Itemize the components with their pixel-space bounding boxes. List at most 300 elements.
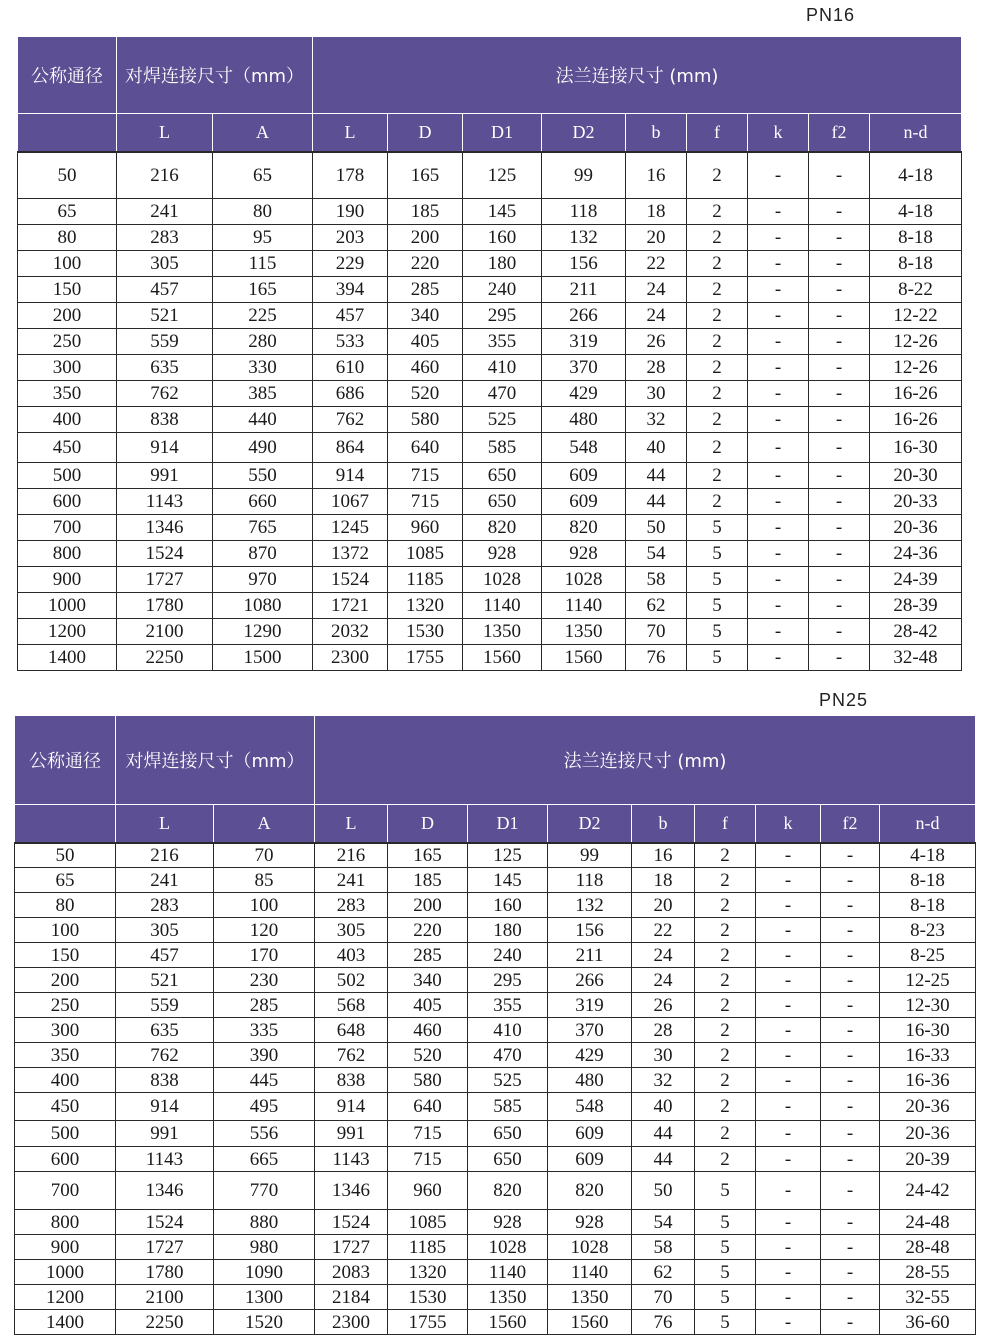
table-cell: 16-26 <box>870 407 962 433</box>
table-row <box>18 251 962 277</box>
table-row <box>15 1260 976 1285</box>
table-cell: 1524 <box>313 567 388 593</box>
table-cell: 2 <box>695 1147 756 1172</box>
table-cell: 211 <box>548 943 632 968</box>
table-row <box>15 943 976 968</box>
table-row <box>18 407 962 433</box>
table-cell: 266 <box>542 303 626 329</box>
table-cell: 648 <box>315 1018 388 1043</box>
table-cell: 80 <box>213 199 313 225</box>
table-cell: 820 <box>463 515 542 541</box>
table-cell: 980 <box>214 1235 315 1260</box>
table-cell: 100 <box>15 918 116 943</box>
table-row <box>18 225 962 251</box>
table-cell: 640 <box>388 1093 468 1121</box>
pn25-label: PN25 <box>819 690 869 710</box>
table-cell: 991 <box>117 463 213 489</box>
table-cell: - <box>756 943 821 968</box>
table-row <box>15 1172 976 1210</box>
table-cell: - <box>809 433 870 463</box>
table-cell: 1524 <box>117 541 213 567</box>
table-cell: 2 <box>695 918 756 943</box>
table-cell: 715 <box>388 1121 468 1147</box>
table-cell: - <box>821 893 880 918</box>
table-cell: 1524 <box>315 1210 388 1235</box>
table-cell: - <box>748 199 809 225</box>
table-cell: 635 <box>116 1018 214 1043</box>
table-cell: 457 <box>116 943 214 968</box>
table-cell: 80 <box>18 225 117 251</box>
table-cell: - <box>756 1121 821 1147</box>
table-cell: 495 <box>214 1093 315 1121</box>
table-cell: 568 <box>315 993 388 1018</box>
table-cell: 2 <box>687 381 748 407</box>
table-row <box>18 152 962 199</box>
table-cell: 2 <box>687 355 748 381</box>
table-cell: 2 <box>687 407 748 433</box>
col-header: L <box>315 805 388 843</box>
table-cell: 70 <box>632 1285 695 1310</box>
table-cell: 2 <box>687 489 748 515</box>
table-cell: 1320 <box>388 593 463 619</box>
table-cell: - <box>748 463 809 489</box>
table-cell: 450 <box>18 433 117 463</box>
table-cell: 1000 <box>15 1260 116 1285</box>
table-cell: 650 <box>463 489 542 515</box>
table-cell: - <box>756 1093 821 1121</box>
nominal-diameter-header: 公称通径 <box>15 716 116 805</box>
table-cell: 715 <box>388 1147 468 1172</box>
table-cell: 635 <box>117 355 213 381</box>
table-cell: 5 <box>695 1310 756 1335</box>
table-cell: 548 <box>542 433 626 463</box>
table-cell: 1727 <box>116 1235 214 1260</box>
table-cell: 650 <box>463 463 542 489</box>
table-cell: 200 <box>388 225 463 251</box>
table-cell: 2 <box>687 251 748 277</box>
table-cell: 880 <box>214 1210 315 1235</box>
col-header: D <box>388 114 463 152</box>
table-cell: 1140 <box>542 593 626 619</box>
table-cell: 440 <box>213 407 313 433</box>
table-cell: 5 <box>687 645 748 671</box>
table-cell: 295 <box>463 303 542 329</box>
table-cell: 26 <box>632 993 695 1018</box>
table-cell: 2250 <box>116 1310 214 1335</box>
table-cell: 928 <box>468 1210 548 1235</box>
table-row <box>18 515 962 541</box>
table-cell: 32 <box>626 407 687 433</box>
table-cell: 928 <box>548 1210 632 1235</box>
table-row <box>15 1147 976 1172</box>
table-cell: 400 <box>15 1068 116 1093</box>
table-cell: 429 <box>548 1043 632 1068</box>
table-cell: 44 <box>626 463 687 489</box>
table-cell: - <box>756 1068 821 1093</box>
table-cell: 8-18 <box>870 251 962 277</box>
table-cell: 1067 <box>313 489 388 515</box>
col-header: b <box>632 805 695 843</box>
table-cell: 156 <box>542 251 626 277</box>
table-cell: 40 <box>626 433 687 463</box>
table-cell: 410 <box>463 355 542 381</box>
table-cell: 1780 <box>117 593 213 619</box>
table-cell: 241 <box>315 868 388 893</box>
nominal-diameter-header: 公称通径 <box>18 37 117 114</box>
table-cell: - <box>748 489 809 515</box>
table-cell: 20-33 <box>870 489 962 515</box>
table-cell: 250 <box>15 993 116 1018</box>
table-cell: 160 <box>468 893 548 918</box>
table-cell: 180 <box>463 251 542 277</box>
table-cell: 65 <box>213 152 313 199</box>
table-cell: 445 <box>214 1068 315 1093</box>
table-cell: 1727 <box>117 567 213 593</box>
table-cell: 457 <box>313 303 388 329</box>
table-cell: 1372 <box>313 541 388 567</box>
table-cell: 65 <box>18 199 117 225</box>
table-cell: 28-48 <box>880 1235 976 1260</box>
table-cell: 115 <box>213 251 313 277</box>
col-header: f <box>695 805 756 843</box>
table-cell: 5 <box>687 515 748 541</box>
table-cell: 585 <box>468 1093 548 1121</box>
table-cell: 580 <box>388 1068 468 1093</box>
table-cell: - <box>756 1260 821 1285</box>
table-cell: - <box>756 1310 821 1335</box>
table-cell: 24-36 <box>870 541 962 567</box>
table-row <box>18 619 962 645</box>
table-cell: 30 <box>632 1043 695 1068</box>
table-cell: 36-60 <box>880 1310 976 1335</box>
table-cell: 2300 <box>313 645 388 671</box>
table-cell: 22 <box>632 918 695 943</box>
col-header: L <box>117 114 213 152</box>
table-cell: - <box>756 993 821 1018</box>
table-cell: 1755 <box>388 645 463 671</box>
table-cell: 1143 <box>117 489 213 515</box>
table-cell: 405 <box>388 329 463 355</box>
table-row <box>15 1068 976 1093</box>
table-cell: 178 <box>313 152 388 199</box>
table-row <box>18 329 962 355</box>
table-cell: 180 <box>468 918 548 943</box>
table-row <box>18 381 962 407</box>
table-cell: - <box>748 567 809 593</box>
table-cell: 28-42 <box>870 619 962 645</box>
table-cell: 914 <box>313 463 388 489</box>
col-header: A <box>214 805 315 843</box>
table-cell: 914 <box>117 433 213 463</box>
table-cell: 1140 <box>468 1260 548 1285</box>
table-cell: 1400 <box>15 1310 116 1335</box>
table-cell: 185 <box>388 199 463 225</box>
table-cell: - <box>821 918 880 943</box>
table-row <box>15 1235 976 1260</box>
table-cell: - <box>748 303 809 329</box>
table-cell: 1085 <box>388 1210 468 1235</box>
table-cell: 145 <box>463 199 542 225</box>
table-cell: - <box>821 1121 880 1147</box>
table-cell: 120 <box>214 918 315 943</box>
table-cell: 770 <box>214 1172 315 1210</box>
table-cell: 165 <box>388 843 468 868</box>
table-cell: 1755 <box>388 1310 468 1335</box>
table-cell: 225 <box>213 303 313 329</box>
table-cell: 1245 <box>313 515 388 541</box>
nominal-subheader-blank <box>18 114 117 152</box>
table-cell: 24 <box>626 277 687 303</box>
table-cell: 340 <box>388 968 468 993</box>
table-row <box>18 303 962 329</box>
pn25-table-body <box>15 843 976 1335</box>
table-cell: 285 <box>388 277 463 303</box>
table-cell: 250 <box>18 329 117 355</box>
table-cell: 2 <box>695 868 756 893</box>
table-cell: 1400 <box>18 645 117 671</box>
table-cell: 665 <box>214 1147 315 1172</box>
table-cell: 700 <box>18 515 117 541</box>
table-cell: 765 <box>213 515 313 541</box>
table-cell: 559 <box>116 993 214 1018</box>
col-header: f2 <box>809 114 870 152</box>
table-cell: 762 <box>116 1043 214 1068</box>
table-cell: 280 <box>213 329 313 355</box>
table-cell: 1320 <box>388 1260 468 1285</box>
table-cell: - <box>756 1172 821 1210</box>
table-cell: 305 <box>117 251 213 277</box>
table-row <box>15 1310 976 1335</box>
table-cell: 118 <box>542 199 626 225</box>
table-cell: 165 <box>388 152 463 199</box>
table-cell: 2184 <box>315 1285 388 1310</box>
table-cell: - <box>821 1068 880 1093</box>
table-cell: 32-55 <box>880 1285 976 1310</box>
table-cell: 300 <box>18 355 117 381</box>
table-cell: 340 <box>388 303 463 329</box>
table-cell: 1560 <box>548 1310 632 1335</box>
table-cell: 1524 <box>116 1210 214 1235</box>
table-cell: 285 <box>214 993 315 1018</box>
table-cell: 5 <box>695 1210 756 1235</box>
table-cell: - <box>809 225 870 251</box>
table-cell: 548 <box>548 1093 632 1121</box>
table-cell: 32-48 <box>870 645 962 671</box>
table-cell: - <box>748 619 809 645</box>
table-cell: 24 <box>632 943 695 968</box>
pn25-spec-table <box>14 715 976 1335</box>
table-cell: 1346 <box>315 1172 388 1210</box>
table-cell: 150 <box>18 277 117 303</box>
table-cell: 335 <box>214 1018 315 1043</box>
table-cell: 165 <box>213 277 313 303</box>
table-cell: 370 <box>548 1018 632 1043</box>
pn16-table-body <box>18 152 962 671</box>
table-cell: 350 <box>15 1043 116 1068</box>
col-header: k <box>748 114 809 152</box>
table-cell: 5 <box>695 1235 756 1260</box>
table-cell: 609 <box>548 1121 632 1147</box>
table-cell: 2 <box>695 1068 756 1093</box>
table-cell: 156 <box>548 918 632 943</box>
table-row <box>18 489 962 515</box>
table-cell: 650 <box>468 1121 548 1147</box>
table-cell: 2 <box>695 843 756 868</box>
table-cell: 762 <box>117 381 213 407</box>
table-cell: 5 <box>687 593 748 619</box>
table-cell: 22 <box>626 251 687 277</box>
table-cell: 4-18 <box>880 843 976 868</box>
table-row <box>15 1210 976 1235</box>
col-header: n-d <box>870 114 962 152</box>
table-cell: 410 <box>468 1018 548 1043</box>
table-cell: 229 <box>313 251 388 277</box>
table-cell: 50 <box>626 515 687 541</box>
table-cell: - <box>748 541 809 567</box>
table-cell: 12-26 <box>870 355 962 381</box>
table-cell: - <box>748 515 809 541</box>
table-cell: 20 <box>632 893 695 918</box>
table-row <box>15 1018 976 1043</box>
table-cell: 20-30 <box>870 463 962 489</box>
table-cell: 4-18 <box>870 152 962 199</box>
table-cell: - <box>821 1147 880 1172</box>
table-cell: - <box>748 225 809 251</box>
table-cell: 580 <box>388 407 463 433</box>
table-cell: 28-55 <box>880 1260 976 1285</box>
col-header: D1 <box>468 805 548 843</box>
col-header: f2 <box>821 805 880 843</box>
table-cell: 970 <box>213 567 313 593</box>
table-cell: 65 <box>15 868 116 893</box>
table-cell: 550 <box>213 463 313 489</box>
table-cell: 502 <box>315 968 388 993</box>
table-cell: - <box>821 968 880 993</box>
table-cell: - <box>821 993 880 1018</box>
table-cell: - <box>809 329 870 355</box>
table-cell: 319 <box>548 993 632 1018</box>
col-header: A <box>213 114 313 152</box>
table-cell: 95 <box>213 225 313 251</box>
table-cell: 200 <box>18 303 117 329</box>
table-cell: 2 <box>687 152 748 199</box>
table-cell: 8-18 <box>870 225 962 251</box>
table-cell: 170 <box>214 943 315 968</box>
table-cell: 556 <box>214 1121 315 1147</box>
table-cell: 1350 <box>548 1285 632 1310</box>
table-cell: 2 <box>695 993 756 1018</box>
table-cell: 44 <box>632 1121 695 1147</box>
table-cell: 1500 <box>213 645 313 671</box>
table-cell: 5 <box>687 541 748 567</box>
table-cell: 1200 <box>15 1285 116 1310</box>
table-cell: - <box>748 329 809 355</box>
table-cell: - <box>748 381 809 407</box>
table-cell: 16 <box>632 843 695 868</box>
table-cell: 864 <box>313 433 388 463</box>
table-cell: 609 <box>542 489 626 515</box>
table-cell: 900 <box>15 1235 116 1260</box>
table-cell: 960 <box>388 1172 468 1210</box>
table-cell: 132 <box>548 893 632 918</box>
table-cell: 355 <box>463 329 542 355</box>
col-header: D2 <box>548 805 632 843</box>
table-cell: 100 <box>214 893 315 918</box>
table-cell: 16-30 <box>870 433 962 463</box>
table-cell: 1346 <box>116 1172 214 1210</box>
table-cell: 16-30 <box>880 1018 976 1043</box>
table-cell: 28-39 <box>870 593 962 619</box>
table-cell: 870 <box>213 541 313 567</box>
table-cell: 125 <box>463 152 542 199</box>
table-cell: 300 <box>15 1018 116 1043</box>
pn16-label: PN16 <box>806 5 856 25</box>
flange-dimensions-header: 法兰连接尺寸 (mm) <box>315 716 976 805</box>
table-cell: 370 <box>542 355 626 381</box>
table-cell: 928 <box>542 541 626 567</box>
table-cell: 266 <box>548 968 632 993</box>
table-cell: 480 <box>542 407 626 433</box>
table-cell: 76 <box>626 645 687 671</box>
table-cell: 400 <box>18 407 117 433</box>
table-cell: 58 <box>632 1235 695 1260</box>
table-cell: 50 <box>18 152 117 199</box>
table-cell: 305 <box>315 918 388 943</box>
table-cell: 559 <box>117 329 213 355</box>
table-cell: 18 <box>632 868 695 893</box>
table-cell: 50 <box>632 1172 695 1210</box>
table-cell: 70 <box>626 619 687 645</box>
table-cell: 686 <box>313 381 388 407</box>
table-cell: - <box>809 199 870 225</box>
table-cell: 838 <box>117 407 213 433</box>
table-cell: 2 <box>695 968 756 993</box>
table-cell: 1780 <box>116 1260 214 1285</box>
table-cell: 5 <box>695 1172 756 1210</box>
table-cell: 44 <box>626 489 687 515</box>
table-cell: 928 <box>463 541 542 567</box>
table-cell: 2032 <box>313 619 388 645</box>
col-header: D <box>388 805 468 843</box>
table-row <box>15 1285 976 1310</box>
table-cell: 12-22 <box>870 303 962 329</box>
table-cell: - <box>809 515 870 541</box>
table-cell: 715 <box>388 463 463 489</box>
table-cell: 470 <box>463 381 542 407</box>
table-cell: 1080 <box>213 593 313 619</box>
table-cell: 991 <box>116 1121 214 1147</box>
table-cell: - <box>821 868 880 893</box>
table-cell: 838 <box>315 1068 388 1093</box>
table-cell: 480 <box>548 1068 632 1093</box>
table-cell: 203 <box>313 225 388 251</box>
table-cell: 609 <box>542 463 626 489</box>
table-cell: - <box>821 1172 880 1210</box>
table-cell: 405 <box>388 993 468 1018</box>
table-row <box>18 199 962 225</box>
table-cell: 16-36 <box>880 1068 976 1093</box>
table-cell: 470 <box>468 1043 548 1068</box>
table-cell: 385 <box>213 381 313 407</box>
table-row <box>18 355 962 381</box>
table-cell: 1530 <box>388 1285 468 1310</box>
table-cell: 762 <box>313 407 388 433</box>
table-cell: 2100 <box>116 1285 214 1310</box>
table-cell: 16 <box>626 152 687 199</box>
table-cell: 54 <box>632 1210 695 1235</box>
table-cell: 1185 <box>388 567 463 593</box>
table-cell: 820 <box>468 1172 548 1210</box>
